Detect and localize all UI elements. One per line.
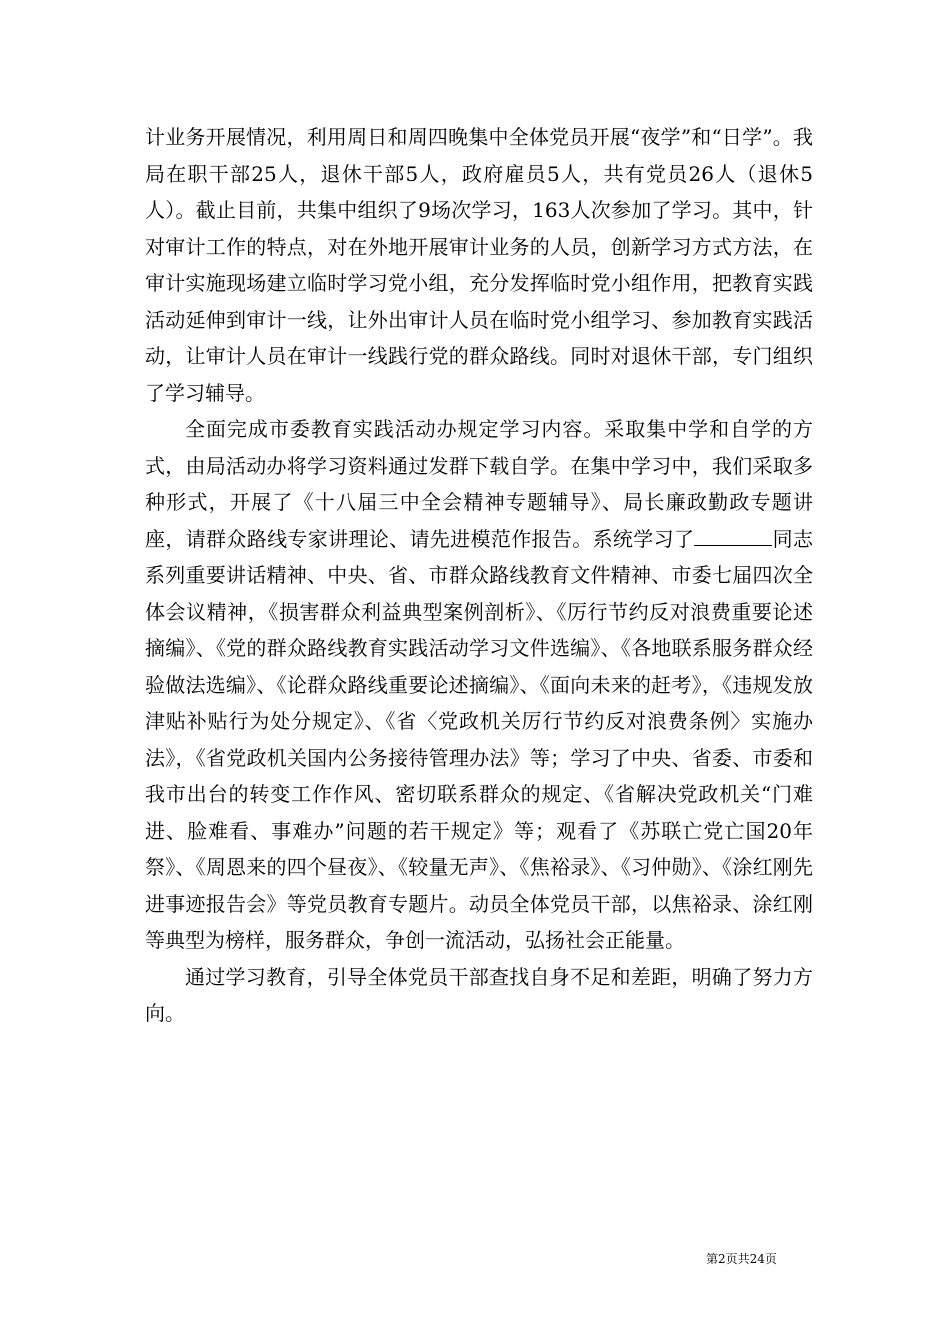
paragraph-2 (145, 411, 813, 959)
fill-in-blank (694, 527, 772, 546)
paragraph-2-part-1: 全面完成市委教育实践活动办规定学习内容。采取集中学和自学的方式，由局活动办将学习资料通过发群下载自学。在集中学习中，我们采取多种形式，开展了《十八届三中全会精神专题辅导》、局长廉政勤政专题讲座，请群众路线专家讲理论、请先进模范作报告。系统学习了 (145, 417, 813, 551)
paragraph-1: 计业务开展情况，利用周日和周四晚集中全体党员开展“夜学”和“日学”。我局在职干部25人，退休干部5人，政府雇员5人，共有党员26人（退休5人）。截止目前，共集中组织了9场次学习，163人次参加了学习。其中，针对审计工作的特点，对在外地开展审计业务的人员，创新学习方式方法，在审计实施现场建立临时学习党小组，充分发挥临时党小组作用，把教育实践活动延伸到审计一线，让外出审计人员在临时党小组学习、参加教育实践活动，让审计人员在审计一线践行党的群众路线。同时对退休干部，专门组织了学习辅导。 (145, 125, 813, 405)
body-text (145, 119, 813, 1032)
page-number-footer: 第2页共24页 (706, 1252, 777, 1266)
paragraph-2-part-2: 同志系列重要讲话精神、中央、省、市群众路线教育文件精神、市委七届四次全体会议精神，《损害群众利益典型案例剖析》、《厉行节约反对浪费重要论述摘编》、《党的群众路线教育实践活动学习文件选编》、《各地联系服务群众经验做法选编》、《论群众路线重要论述摘编》、《面向未来的赶考》，《违规发放津贴补贴行为处分规定》、《省〈党政机关厉行节约反对浪费条例〉实施办法》，《省党政机关国内公务接待管理办法》等；学习了中央、省委、市委和我市出台的转变工作作风、密切联系群众的规定、《省解决党政机关“门难进、脸难看、事难办”问题的若干规定》等；观看了《苏联亡党亡国20年祭》、《周恩来的四个昼夜》、《较量无声》、《焦裕录》、《习仲勋》、《涂红刚先进事迹报告会》等党员教育专题片。动员全体党员干部，以焦裕录、涂红刚等典型为榜样，服务群众，争创一流活动，弘扬社会正能量。 (145, 526, 814, 952)
paragraph-3: 通过学习教育，引导全体党员干部查找自身不足和差距，明确了努力方向。 (145, 964, 813, 1025)
